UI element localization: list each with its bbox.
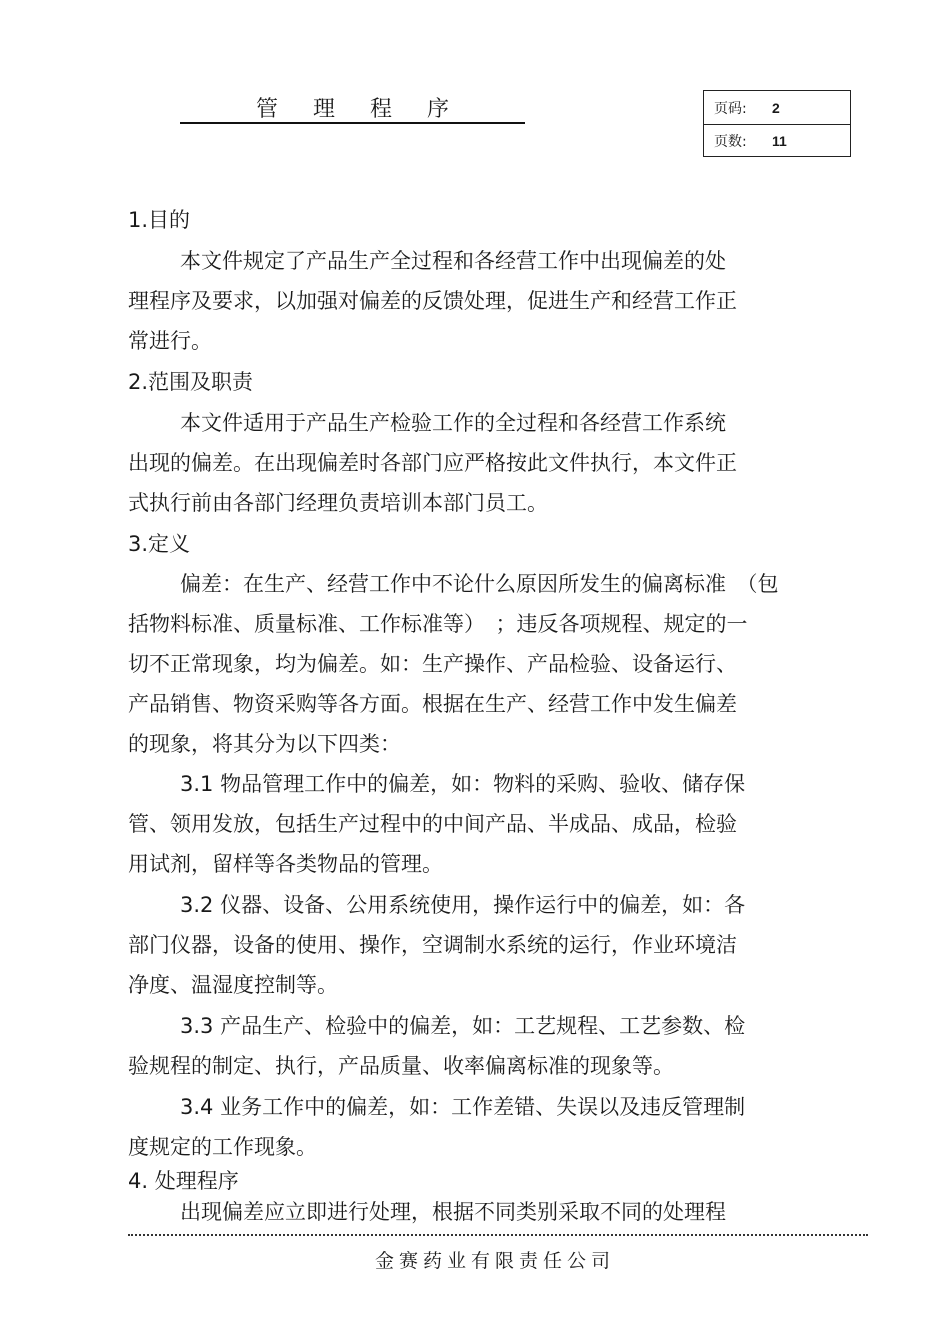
- section-heading-scope: 2.范围及职责: [128, 370, 254, 394]
- body-line: 净度、温湿度控制等。: [128, 973, 338, 997]
- page-number-label: 页码:: [714, 100, 747, 117]
- body-line: 3.4 业务工作中的偏差，如：工作差错、失误以及违反管理制: [180, 1095, 746, 1119]
- page-number-row: [704, 91, 850, 124]
- body-line: 产品销售、物资采购等各方面。根据在生产、经营工作中发生偏差: [128, 692, 737, 716]
- body-line: 度规定的工作现象。: [128, 1135, 317, 1159]
- body-line: 部门仪器，设备的使用、操作，空调制水系统的运行，作业环境洁: [128, 933, 737, 957]
- body-line: 切不正常现象，均为偏差。如：生产操作、产品检验、设备运行、: [128, 652, 737, 676]
- title-underline: [180, 122, 525, 124]
- section-heading-definition: 3.定义: [128, 532, 191, 556]
- body-line: 管、领用发放，包括生产过程中的中间产品、半成品、成品，检验: [128, 812, 737, 836]
- body-line: 常进行。: [128, 329, 212, 353]
- document-title: 管 理 程 序: [256, 97, 463, 122]
- page-count-label: 页数:: [714, 134, 747, 150]
- body-line: 出现的偏差。在出现偏差时各部门应严格按此文件执行，本文件正: [128, 451, 737, 475]
- page-count-row: [704, 124, 850, 157]
- body-line: 3.2 仪器、设备、公用系统使用，操作运行中的偏差，如：各: [180, 893, 746, 917]
- body-line: 式执行前由各部门经理负责培训本部门员工。: [128, 491, 548, 515]
- section-heading-purpose: 1.目的: [128, 208, 191, 232]
- body-line: 本文件适用于产品生产检验工作的全过程和各经营工作系统: [180, 411, 726, 435]
- body-line: 括物料标准、质量标准、工作标准等） ；违反各项规程、规定的一: [128, 612, 748, 636]
- body-line: 3.1 物品管理工作中的偏差，如：物料的采购、验收、储存保: [180, 772, 746, 796]
- body-line: 出现偏差应立即进行处理，根据不同类别采取不同的处理程: [180, 1200, 726, 1224]
- body-line: 验规程的制定、执行，产品质量、收率偏离标准的现象等。: [128, 1054, 674, 1078]
- page-info-box: [703, 90, 851, 157]
- page-number-value: 2: [772, 99, 780, 116]
- body-line: 理程序及要求，以加强对偏差的反馈处理，促进生产和经营工作正: [128, 289, 737, 313]
- footer-divider: [128, 1234, 868, 1236]
- body-line: 本文件规定了产品生产全过程和各经营工作中出现偏差的处: [180, 249, 726, 273]
- page-count-value: 11: [772, 133, 787, 149]
- body-line: 3.3 产品生产、检验中的偏差，如：工艺规程、工艺参数、检: [180, 1014, 746, 1038]
- body-line: 用试剂，留样等各类物品的管理。: [128, 852, 443, 876]
- body-line: 的现象，将其分为以下四类：: [128, 732, 401, 756]
- footer-company-name: 金赛药业有限责任公司: [374, 1250, 615, 1272]
- body-line: 偏差：在生产、经营工作中不论什么原因所发生的偏离标准 （包: [180, 572, 779, 596]
- section-heading-procedure: 4. 处理程序: [128, 1169, 239, 1193]
